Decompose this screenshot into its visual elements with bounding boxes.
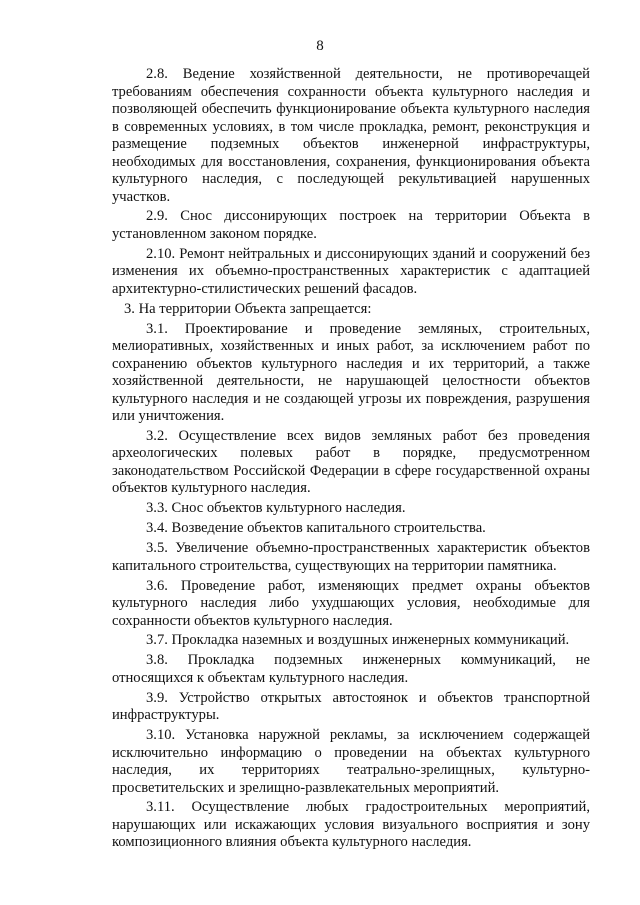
paragraph-3-9: 3.9. Устройство открытых автостоянок и объектов транспортной инфраструктуры. — [112, 689, 590, 724]
paragraph-2-10: 2.10. Ремонт нейтральных и диссонирующих зданий и сооружений без изменения их объемно-пространственных характеристик с адаптацией архитектурно-стилистических решений фасадов. — [112, 245, 590, 297]
paragraph-3-3: 3.3. Снос объектов культурного наследия. — [146, 500, 406, 517]
paragraph-3-10: 3.10. Установка наружной рекламы, за исключением содержащей исключительно информацию о проведении на объектах культурного наследия, их территориях театрально-зрелищных, культурно-просветительских и зрелищно-развлекательных мероприятий. — [112, 727, 590, 796]
paragraph-2-8: 2.8. Ведение хозяйственной деятельности, не противоречащей требованиям обеспечения сохранности объекта культурного наследия и позволяющей обеспечить функционирование объекта культурного наследия в современных условиях, в том числе прокладка, ремонт, реконструкция и размещение подземных объектов инженерной инфраструктуры, необходимых для восстановления, сохранения, функционирования объекта культурного наследия, с последующей рекультивацией нарушенных участков. — [112, 66, 590, 205]
paragraph-3-6: 3.6. Проведение работ, изменяющих предмет охраны объектов культурного наследия либо ухудшающих условия, необходимые для сохранности объектов культурного наследия. — [112, 577, 590, 629]
page-number: 8 — [316, 38, 324, 54]
paragraph-3-7: 3.7. Прокладка наземных и воздушных инженерных коммуникаций. — [146, 632, 570, 649]
document-body — [112, 66, 590, 854]
paragraph-3-5: 3.5. Увеличение объемно-пространственных характеристик объектов капитального строительства, существующих на территории памятника. — [112, 540, 590, 574]
paragraph-2-9: 2.9. Снос диссонирующих построек на территории Объекта в установленном законом порядке. — [112, 208, 590, 242]
paragraph-3-11: 3.11. Осуществление любых градостроительных мероприятий, нарушающих или искажающих условия визуального восприятия и зону композиционного влияния объекта культурного наследия. — [112, 799, 590, 851]
paragraph-3-2: 3.2. Осуществление всех видов земляных работ без проведения археологических полевых работ в порядке, предусмотренном законодательством Российской Федерации в сфере государственной охраны объектов культурного наследия. — [112, 427, 590, 497]
section-3-heading: 3. На территории Объекта запрещается: — [124, 300, 372, 317]
paragraph-3-4: 3.4. Возведение объектов капитального строительства. — [146, 520, 486, 537]
paragraph-3-8: 3.8. Прокладка подземных инженерных коммуникаций, не относящихся к объектам культурного наследия. — [112, 652, 590, 686]
paragraph-3-1: 3.1. Проектирование и проведение земляных, строительных, мелиоративных, хозяйственных и иных работ, за исключением работ по сохранению объектов культурного наследия и их территорий, а также хозяйственной деятельности, не нарушающей целостности объектов культурного наследия и не создающей угрозы их повреждения, разрушения или уничтожения. — [112, 320, 590, 425]
